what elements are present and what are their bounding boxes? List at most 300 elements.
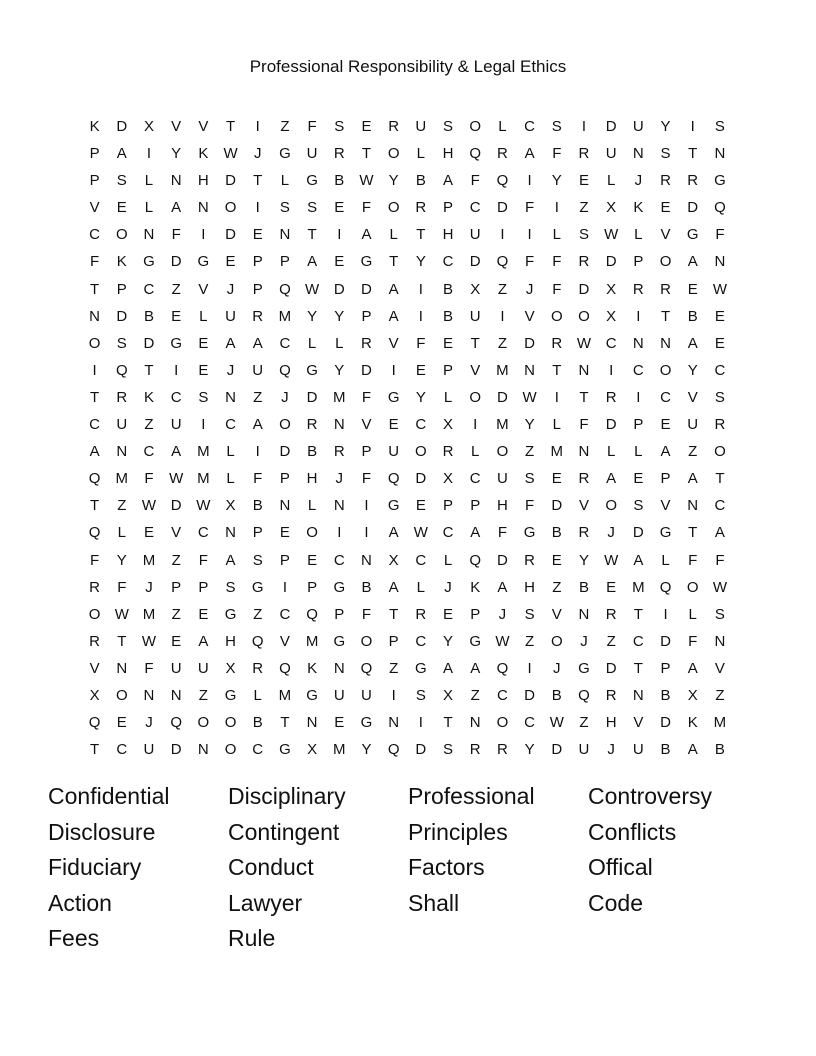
grid-letter: F [715, 551, 725, 569]
grid-letter: S [714, 605, 725, 623]
grid-letter: A [171, 199, 182, 217]
grid-letter: O [659, 253, 672, 271]
grid-letter: G [170, 334, 182, 352]
grid-letter: J [226, 361, 235, 379]
grid-letter: A [225, 334, 236, 352]
grid-letter: L [634, 443, 643, 461]
grid-letter: Q [469, 145, 482, 163]
grid-letter: D [279, 443, 291, 461]
grid-letter: Q [88, 524, 101, 542]
grid-letter: S [116, 172, 127, 190]
grid-letter: D [524, 686, 536, 704]
grid-letter: I [337, 226, 342, 244]
grid-letter: V [524, 307, 535, 325]
word-list-item: Conflicts [588, 818, 677, 845]
grid-letter: L [471, 443, 480, 461]
grid-letter: F [552, 280, 562, 298]
grid-letter: Y [415, 253, 426, 271]
grid-letter: N [333, 416, 345, 434]
grid-letter: A [443, 659, 454, 677]
grid-letter: Q [387, 470, 400, 488]
grid-letter: I [282, 578, 287, 596]
grid-letter: G [469, 632, 482, 650]
grid-letter: W [576, 334, 592, 352]
grid-letter: C [170, 388, 182, 406]
grid-letter: F [715, 226, 725, 244]
grid-letter: E [116, 714, 127, 732]
grid-letter: L [498, 118, 507, 135]
grid-letter: K [116, 253, 127, 271]
grid-letter: P [116, 280, 127, 298]
grid-letter: G [251, 578, 264, 596]
grid-letter: P [252, 280, 263, 298]
grid-letter: L [416, 578, 426, 596]
grid-letter: G [143, 253, 155, 271]
grid-letter: A [443, 172, 454, 190]
grid-letter: Z [198, 686, 208, 704]
grid-letter: L [307, 497, 317, 515]
grid-letter: W [604, 226, 619, 244]
grid-letter: S [524, 470, 535, 488]
grid-letter: S [551, 118, 562, 135]
grid-letter: L [661, 551, 670, 569]
grid-letter: X [89, 686, 100, 704]
grid-letter: W [522, 388, 537, 406]
grid-letter: R [578, 470, 590, 488]
grid-letter: F [361, 605, 372, 623]
grid-letter: H [197, 172, 209, 190]
grid-letter: E [198, 361, 209, 379]
grid-letter: G [415, 659, 427, 677]
grid-letter: Z [253, 605, 263, 623]
grid-letter: C [143, 443, 155, 461]
grid-letter: J [444, 578, 452, 596]
grid-letter: Y [415, 388, 426, 406]
grid-letter: M [142, 551, 156, 569]
grid-letter: V [89, 659, 100, 677]
word-list-item: Factors [408, 854, 485, 881]
grid-letter: D [143, 334, 155, 352]
grid-letter: I [418, 714, 423, 732]
grid-letter: Y [687, 361, 698, 379]
grid-letter: A [687, 253, 698, 271]
grid-letter: Q [387, 741, 400, 759]
grid-letter: E [714, 307, 725, 325]
grid-letter: T [715, 470, 725, 488]
grid-letter: I [337, 524, 342, 542]
grid-letter: U [197, 659, 209, 677]
grid-letter: T [633, 605, 643, 623]
grid-letter: B [307, 443, 318, 461]
grid-letter: V [198, 280, 209, 298]
grid-letter: L [117, 524, 126, 542]
grid-letter: H [496, 497, 508, 515]
grid-letter: V [388, 334, 399, 352]
grid-letter: B [415, 172, 426, 190]
grid-letter: E [198, 334, 209, 352]
grid-letter: V [171, 118, 182, 135]
grid-letter: Q [496, 172, 509, 190]
grid-letter: E [279, 524, 290, 542]
grid-letter: T [660, 307, 671, 325]
grid-letter: P [633, 253, 644, 271]
word-list-item: Disclosure [48, 818, 156, 845]
word-list-item: Fiduciary [48, 854, 142, 881]
grid-letter: V [89, 199, 100, 217]
grid-letter: G [686, 226, 699, 244]
grid-letter: B [551, 524, 562, 542]
grid-letter: A [388, 280, 399, 298]
grid-letter: P [470, 605, 481, 623]
grid-letter: S [116, 334, 127, 352]
grid-letter: E [443, 334, 454, 352]
grid-letter: X [307, 741, 318, 759]
grid-letter: M [197, 470, 210, 488]
grid-letter: D [660, 632, 671, 650]
grid-letter: V [198, 118, 209, 135]
grid-letter: E [660, 416, 671, 434]
grid-letter: Z [280, 118, 290, 135]
grid-letter: Q [279, 280, 291, 298]
grid-letter: N [632, 686, 644, 704]
grid-letter: W [604, 551, 619, 569]
grid-letter: Q [714, 199, 726, 217]
grid-letter: T [361, 145, 372, 163]
grid-letter: K [633, 199, 644, 217]
grid-letter: F [144, 470, 154, 488]
grid-letter: E [714, 334, 725, 352]
grid-letter: N [578, 443, 590, 461]
grid-letter: Q [360, 659, 373, 677]
grid-letter: E [388, 416, 399, 434]
grid-letter: U [388, 443, 400, 461]
grid-letter: F [90, 551, 100, 569]
grid-letter: E [171, 632, 182, 650]
grid-letter: E [116, 199, 127, 217]
grid-letter: C [469, 470, 481, 488]
grid-letter: J [553, 659, 561, 677]
grid-letter: Q [306, 605, 318, 623]
grid-letter: T [579, 388, 589, 406]
grid-letter: S [334, 118, 345, 135]
grid-letter: N [197, 741, 209, 759]
grid-letter: I [364, 524, 369, 542]
grid-letter: U [170, 416, 182, 434]
grid-letter: A [198, 632, 209, 650]
grid-letter: F [307, 118, 317, 135]
grid-letter: P [443, 497, 454, 515]
grid-letter: R [116, 388, 128, 406]
grid-letter: S [714, 118, 725, 135]
grid-letter: I [364, 497, 369, 515]
grid-letter: V [361, 416, 372, 434]
grid-letter: F [552, 145, 562, 163]
grid-letter: G [387, 388, 400, 406]
grid-letter: Y [551, 172, 562, 190]
grid-letter: N [714, 632, 726, 650]
grid-letter: C [714, 497, 726, 515]
grid-letter: I [418, 280, 423, 298]
grid-letter: R [660, 280, 671, 298]
grid-letter: M [496, 416, 509, 434]
grid-letter: D [605, 416, 617, 434]
grid-letter: M [115, 470, 129, 488]
grid-letter: F [470, 172, 480, 190]
grid-letter: T [225, 118, 236, 135]
grid-letter: W [196, 497, 211, 515]
grid-letter: L [226, 470, 235, 488]
grid-letter: O [279, 416, 291, 434]
grid-letter: E [415, 497, 426, 515]
grid-letter: A [687, 470, 698, 488]
grid-letter: G [523, 524, 536, 542]
grid-letter: R [578, 253, 590, 271]
grid-letter: Z [497, 280, 507, 298]
grid-letter: U [469, 307, 481, 325]
grid-letter: Y [524, 741, 535, 759]
grid-letter: R [361, 334, 372, 352]
grid-letter: K [198, 145, 209, 163]
grid-letter: O [578, 307, 590, 325]
grid-letter: B [551, 686, 562, 704]
grid-letter: R [605, 686, 617, 704]
grid-letter: Q [170, 714, 182, 732]
grid-letter: N [578, 605, 590, 623]
grid-letter: F [579, 416, 589, 434]
grid-letter: P [198, 578, 209, 596]
grid-letter: B [660, 686, 671, 704]
grid-letter: J [634, 172, 643, 190]
grid-letter: Q [251, 632, 264, 650]
grid-letter: P [443, 199, 454, 217]
grid-letter: G [224, 605, 237, 623]
grid-letter: P [660, 659, 671, 677]
grid-letter: V [633, 714, 644, 732]
grid-letter: L [199, 307, 208, 325]
grid-letter: M [496, 361, 509, 379]
grid-letter: N [279, 497, 291, 515]
grid-letter: T [117, 632, 127, 650]
grid-letter: U [632, 118, 644, 135]
grid-letter: U [578, 741, 590, 759]
grid-letter: E [633, 470, 644, 488]
grid-letter: R [388, 118, 400, 135]
grid-letter: O [115, 226, 128, 244]
grid-letter: M [632, 578, 645, 596]
grid-letter: R [306, 416, 318, 434]
grid-letter: C [89, 226, 101, 244]
grid-letter: P [279, 253, 290, 271]
grid-letter: D [170, 497, 182, 515]
grid-letter: K [470, 578, 481, 596]
grid-letter: B [252, 497, 263, 515]
grid-letter: Z [579, 714, 589, 732]
grid-letter: I [554, 388, 559, 406]
grid-letter: Z [497, 334, 507, 352]
grid-letter: E [687, 280, 698, 298]
grid-letter: C [442, 253, 454, 271]
grid-letter: N [524, 361, 536, 379]
grid-letter: O [469, 118, 482, 135]
grid-letter: C [89, 416, 101, 434]
grid-letter: R [333, 443, 345, 461]
grid-letter: W [141, 632, 157, 650]
grid-letter: E [606, 578, 617, 596]
grid-letter: C [524, 118, 536, 135]
grid-letter: T [470, 334, 480, 352]
grid-letter: R [442, 443, 454, 461]
grid-letter: G [333, 632, 346, 650]
grid-letter: O [88, 334, 101, 352]
grid-letter: T [389, 253, 399, 271]
word-list-item: Contingent [228, 818, 340, 845]
grid-letter: W [549, 714, 564, 732]
grid-letter: N [361, 551, 372, 569]
grid-letter: X [143, 118, 154, 135]
grid-letter: C [415, 632, 427, 650]
grid-letter: F [90, 253, 100, 271]
grid-letter: I [418, 307, 423, 325]
grid-letter: L [606, 443, 616, 461]
grid-letter: M [142, 605, 156, 623]
grid-letter: P [660, 470, 671, 488]
grid-letter: Y [361, 741, 372, 759]
grid-letter: R [605, 605, 617, 623]
grid-letter: O [496, 714, 509, 732]
grid-letter: A [470, 524, 481, 542]
grid-letter: D [496, 199, 508, 217]
grid-letter: T [90, 497, 100, 515]
grid-letter: R [469, 741, 481, 759]
grid-letter: A [307, 253, 318, 271]
grid-letter: I [201, 226, 206, 244]
grid-letter: Q [88, 470, 101, 488]
grid-letter: E [415, 361, 426, 379]
grid-letter: R [632, 280, 644, 298]
grid-letter: I [201, 416, 206, 434]
grid-letter: U [632, 741, 644, 759]
grid-letter: C [225, 416, 236, 434]
grid-letter: X [225, 497, 236, 515]
grid-letter: Y [578, 551, 589, 569]
grid-letter: C [496, 686, 508, 704]
grid-letter: V [470, 361, 481, 379]
grid-letter: F [361, 470, 372, 488]
grid-letter: Q [659, 578, 672, 596]
grid-letter: D [170, 253, 182, 271]
grid-letter: U [170, 659, 182, 677]
grid-letter: H [442, 226, 454, 244]
grid-letter: M [713, 714, 727, 732]
grid-letter: U [415, 118, 427, 135]
grid-letter: M [278, 686, 292, 704]
grid-letter: T [307, 226, 317, 244]
grid-letter: V [171, 524, 182, 542]
grid-letter: Y [443, 632, 454, 650]
grid-letter: N [143, 686, 155, 704]
grid-letter: Z [525, 443, 535, 461]
grid-letter: S [307, 199, 318, 217]
grid-letter: A [714, 524, 725, 542]
grid-letter: O [360, 632, 373, 650]
grid-letter: Y [307, 307, 318, 325]
grid-letter: O [714, 443, 726, 461]
grid-letter: N [116, 659, 128, 677]
grid-letter: E [334, 253, 345, 271]
grid-letter: M [333, 741, 346, 759]
grid-letter: I [663, 605, 668, 623]
grid-letter: Q [279, 659, 291, 677]
grid-letter: S [660, 145, 671, 163]
word-list-item: Offical [588, 854, 653, 881]
grid-letter: A [470, 659, 481, 677]
grid-letter: O [88, 605, 101, 623]
grid-letter: R [252, 659, 264, 677]
grid-letter: I [636, 388, 641, 406]
grid-letter: T [633, 659, 643, 677]
grid-letter: J [580, 632, 588, 650]
grid-letter: C [333, 551, 345, 569]
grid-letter: T [90, 280, 100, 298]
grid-letter: M [278, 307, 292, 325]
grid-letter: O [224, 199, 237, 217]
grid-letter: A [225, 551, 236, 569]
grid-letter: T [688, 524, 698, 542]
grid-letter: N [306, 714, 318, 732]
grid-letter: Y [171, 145, 182, 163]
word-list-item: Code [588, 889, 643, 916]
grid-letter: P [252, 524, 263, 542]
grid-letter: X [687, 686, 698, 704]
grid-letter: R [89, 632, 101, 650]
grid-letter: J [498, 605, 507, 623]
grid-letter: I [500, 307, 505, 325]
grid-letter: B [361, 578, 372, 596]
grid-letter: N [197, 199, 209, 217]
grid-letter: I [146, 145, 152, 163]
grid-letter: Q [496, 253, 509, 271]
word-list-item: Rule [228, 925, 276, 952]
letter-grid [81, 113, 734, 763]
grid-letter: E [334, 714, 345, 732]
word-list-item: Confidential [48, 783, 170, 809]
grid-letter: E [143, 524, 154, 542]
grid-letter: G [387, 497, 400, 515]
grid-letter: U [116, 416, 128, 434]
grid-letter: D [660, 714, 671, 732]
grid-letter: C [116, 741, 128, 759]
grid-letter: N [333, 497, 345, 515]
grid-letter: E [551, 551, 562, 569]
grid-letter: I [636, 307, 641, 325]
grid-letter: N [89, 307, 101, 325]
grid-letter: A [252, 334, 263, 352]
word-list-item: Action [48, 889, 112, 916]
grid-letter: W [169, 470, 184, 488]
grid-letter: S [633, 497, 644, 515]
grid-letter: N [279, 226, 291, 244]
grid-letter: G [224, 686, 237, 704]
grid-letter: Z [470, 686, 480, 704]
grid-letter: J [281, 388, 289, 406]
grid-letter: L [144, 199, 154, 217]
grid-letter: L [688, 605, 697, 623]
grid-letter: C [415, 416, 427, 434]
grid-letter: V [687, 388, 698, 406]
grid-letter: O [415, 443, 427, 461]
grid-letter: Z [389, 659, 399, 677]
grid-letter: G [333, 578, 346, 596]
